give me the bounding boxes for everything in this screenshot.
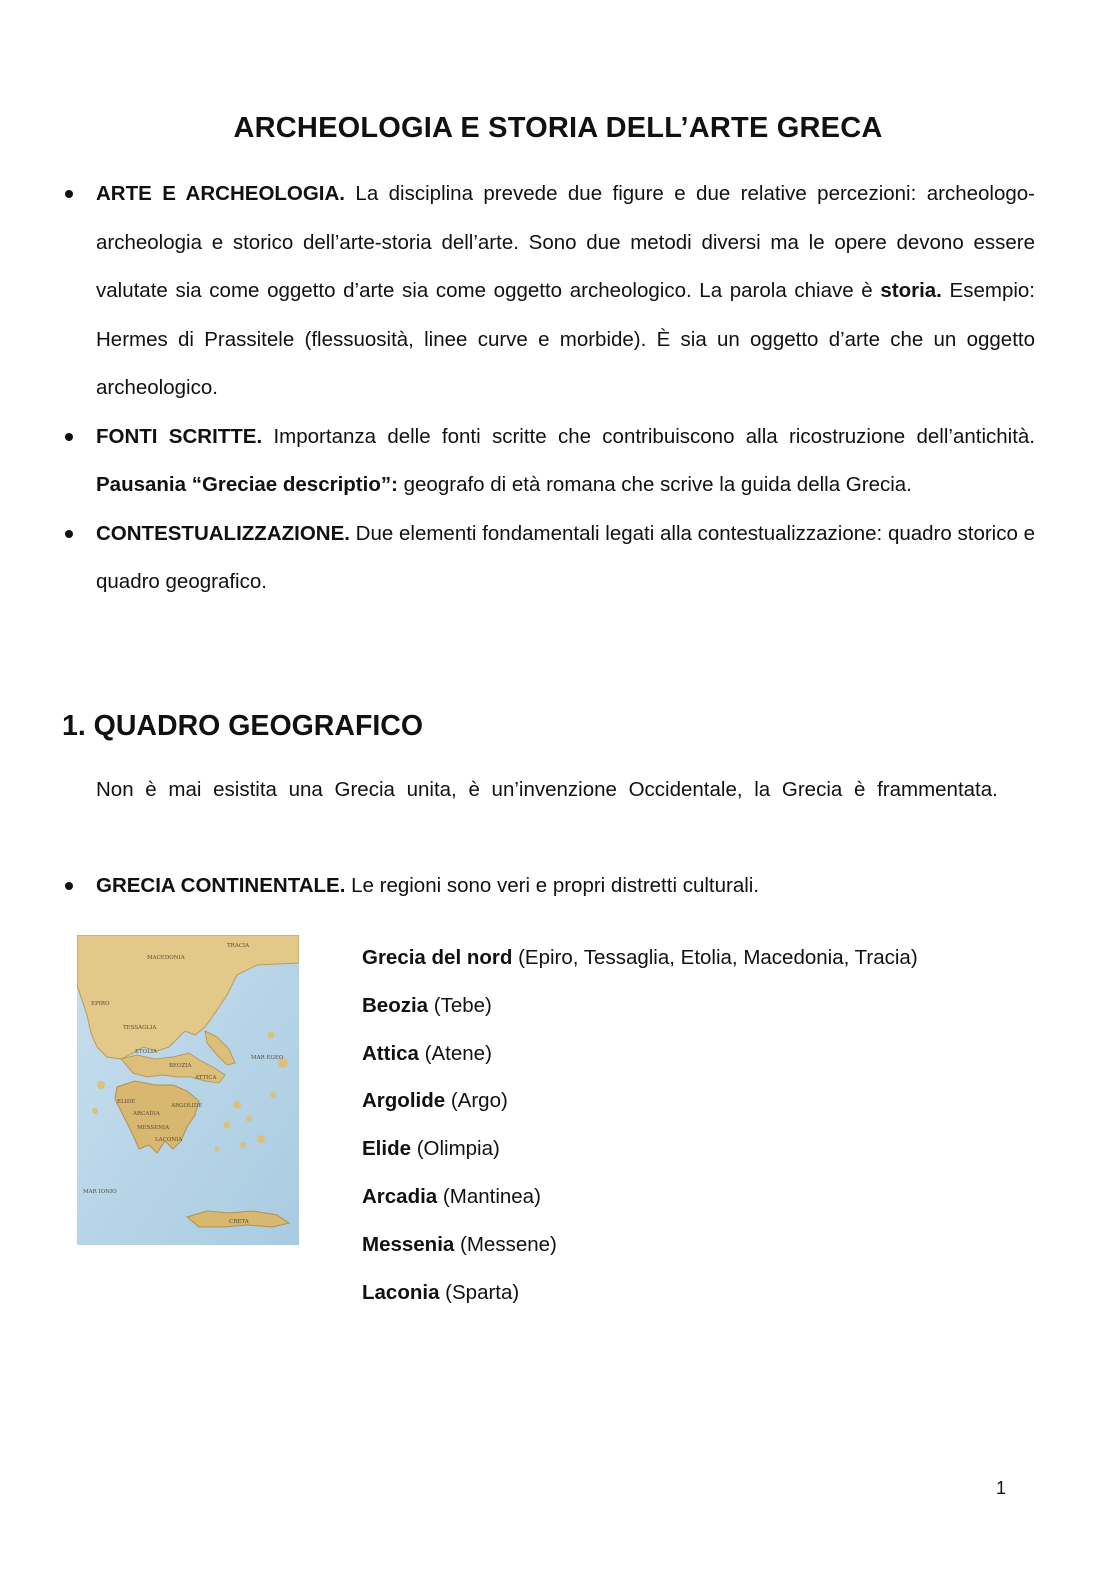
intro-list [60,170,1035,607]
region-detail: (Olimpia) [411,1137,500,1161]
region-detail: (Messene) [454,1232,557,1256]
bullet-icon [65,882,73,890]
region-detail: (Epiro, Tessaglia, Etolia, Macedonia, Tracia) [512,946,918,969]
region-item [362,1125,918,1173]
region-name: Elide [362,1137,411,1161]
list-item-fonti-scritte [60,413,1035,510]
region-item [362,1269,918,1317]
region-list [362,934,918,1316]
page-title: ARCHEOLOGIA E STORIA DELL’ARTE GRECA [233,112,883,144]
region-item [362,1030,918,1078]
region-item [362,934,918,982]
island [224,1122,231,1129]
region-name: Attica [362,1041,419,1065]
bullet-icon [65,530,73,538]
map-label: ARGOLIDE [171,1103,203,1109]
bullet-icon [65,190,73,198]
map-label: EPIRO [91,1001,110,1007]
greece-map-image [77,935,299,1245]
item-text: Due elementi fondamentali legati alla contestualizzazione: quadro storico e quadro geografico. [96,521,1035,593]
region-detail: (Tebe) [428,993,492,1017]
map-label: LACONIA [155,1137,183,1143]
item-keyword: Pausania “Greciae descriptio”: [96,473,398,496]
island [92,1108,98,1114]
region-item [362,982,918,1030]
map-label: MAR EGEO [251,1055,284,1061]
region-name: Beozia [362,993,429,1017]
map-label: ARCADIA [133,1111,160,1117]
map-label: ELIDE [117,1099,136,1105]
item-text: La disciplina prevede due figure e due relative percezioni: archeologo-archeologia e storico dell’arte-storia dell’arte. Sono due metodi diversi ma le opere devono essere valutate sia come oggetto d’arte sia come oggetto archeologico. La parola chiave è [96,182,1035,302]
item-text: Le regioni sono veri e propri distretti culturali. [345,874,760,897]
item-heading: GRECIA CONTINENTALE. [96,874,346,897]
region-detail: (Sparta) [439,1280,520,1304]
region-name: Laconia [362,1280,440,1304]
list-item-arte-archeologia [60,170,1035,413]
item-heading: CONTESTUALIZZAZIONE. [96,521,350,545]
item-keyword: storia. [880,279,942,302]
island [97,1081,105,1089]
island [246,1116,252,1122]
list-item-contestualizzazione [60,510,1035,607]
region-item [362,1077,918,1125]
island [240,1142,246,1148]
region-detail: (Argo) [445,1089,508,1113]
region-name: Argolide [362,1089,446,1113]
region-item [362,1221,918,1269]
map-label: CRETA [229,1219,249,1225]
map-label: MAR IONIO [83,1189,117,1195]
island [233,1101,241,1109]
island [257,1135,265,1143]
bullet-icon [65,433,73,441]
section-heading: 1. QUADRO GEOGRAFICO [62,710,424,742]
section-paragraph: Non è mai esistita una Grecia unita, è un’invenzione Occidentale, la Grecia è frammentata. [96,778,998,801]
map-label: TRACIA [227,943,250,949]
page-number: 1 [996,1478,1007,1498]
item-heading: FONTI SCRITTE. [96,424,263,448]
section-list [60,862,1035,911]
map-label: BEOZIA [169,1063,192,1069]
island [268,1032,275,1039]
map-illustration [77,935,299,1245]
map-label: ATTICA [195,1075,217,1081]
map-label: ETOLIA [135,1049,157,1055]
region-item [362,1173,918,1221]
map-label: TESSAGLIA [123,1025,157,1031]
item-text: Esempio: Hermes di Prassitele (flessuosità, linee curve e morbide). È sia un oggetto d’arte che un oggetto archeologico. [96,279,1035,399]
region-name: Grecia del nord [362,946,513,969]
region-name: Arcadia [362,1184,438,1208]
item-text: geografo di età romana che scrive la guida della Grecia. [397,473,912,496]
region-name: Messenia [362,1232,455,1256]
list-item-grecia-continentale [60,862,1035,911]
region-detail: (Atene) [418,1041,492,1065]
map-label: MESSENIA [137,1125,170,1131]
item-heading: ARTE E ARCHEOLOGIA. [96,182,346,205]
item-text: Importanza delle fonti scritte che contribuiscono alla ricostruzione dell’antichità. [262,424,1035,448]
map-label: MACEDONIA [147,955,185,961]
region-detail: (Mantinea) [437,1184,541,1208]
island [270,1092,276,1098]
island [215,1147,220,1152]
